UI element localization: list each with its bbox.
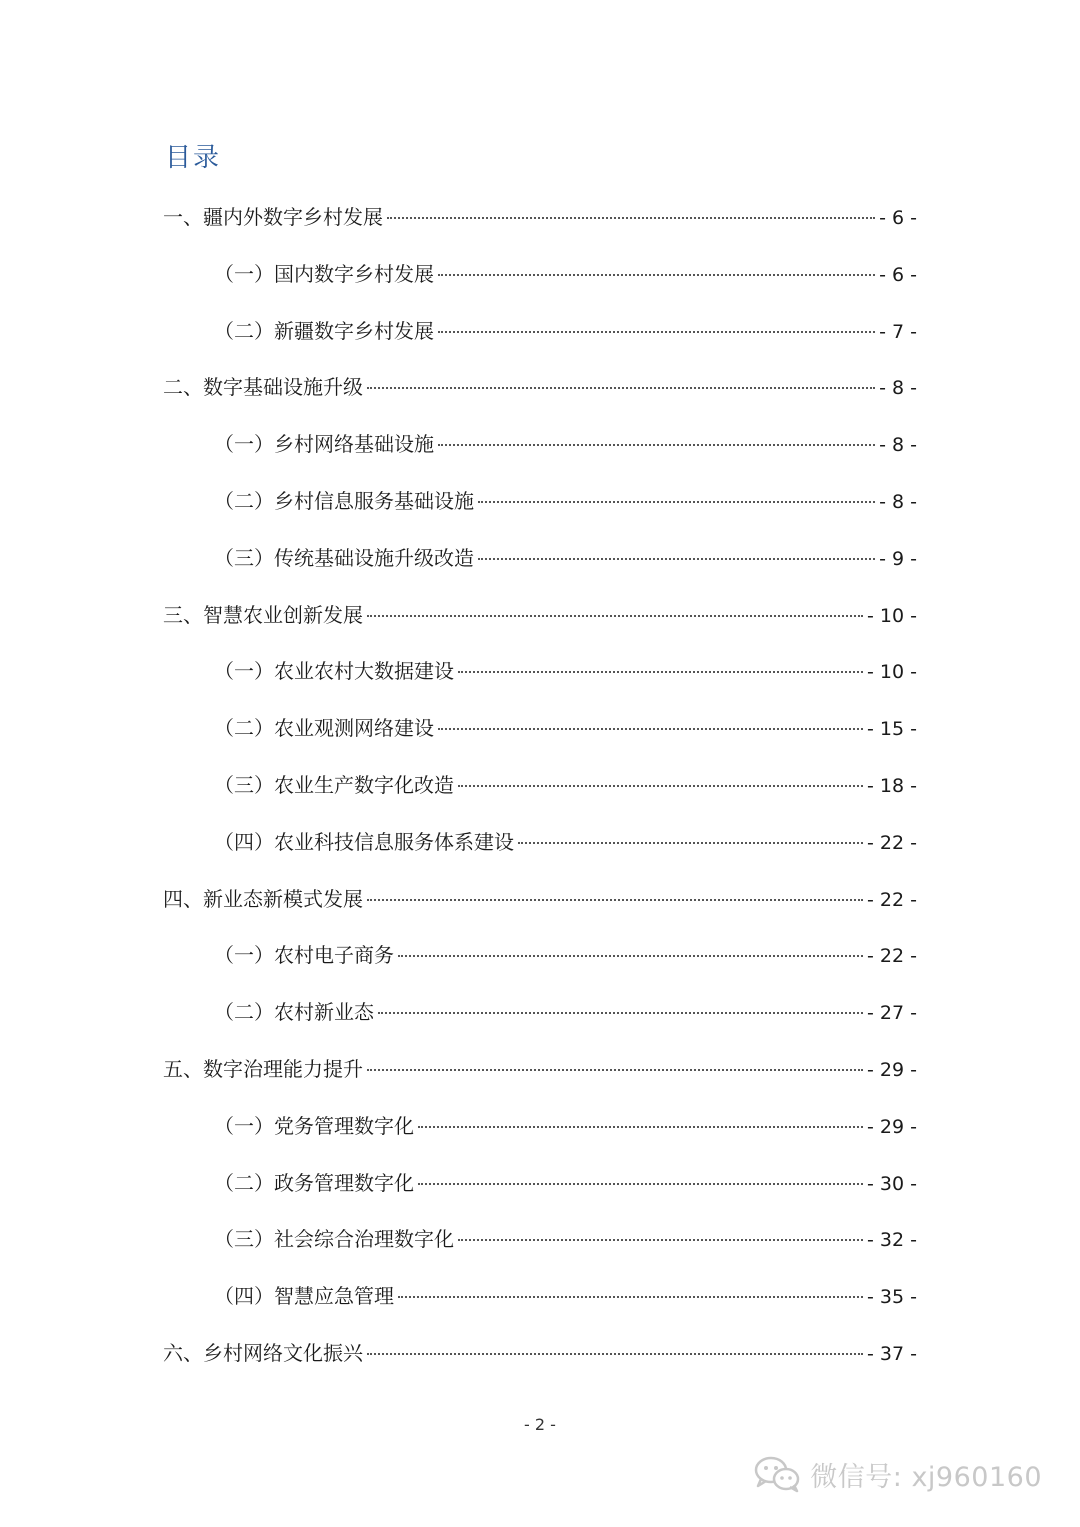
toc-dot-leader — [367, 387, 875, 389]
toc-entry-page: - 32 - — [867, 1229, 917, 1252]
toc-entry[interactable] — [163, 1338, 917, 1368]
toc-entry[interactable] — [214, 656, 917, 686]
toc-entry-title: （一）党务管理数字化 — [214, 1113, 414, 1138]
toc-entry-title: （一）农村电子商务 — [214, 943, 394, 968]
toc-dot-leader — [478, 558, 875, 560]
toc-dot-leader — [367, 1353, 863, 1355]
toc-entry[interactable] — [214, 713, 917, 743]
watermark — [752, 1454, 1042, 1494]
toc-dot-leader — [367, 615, 863, 617]
watermark-text: 微信号: xj960160 — [810, 1461, 1042, 1493]
toc-entry[interactable] — [214, 1168, 917, 1198]
toc-dot-leader — [438, 444, 875, 446]
toc-entry-title: 六、乡村网络文化振兴 — [163, 1341, 363, 1365]
toc-entry[interactable] — [214, 429, 917, 459]
toc-dot-leader — [367, 1069, 863, 1071]
toc-entry[interactable] — [163, 600, 917, 630]
toc-entry[interactable] — [163, 372, 917, 402]
toc-entry-page: - 10 - — [867, 604, 917, 627]
toc-entry[interactable] — [214, 940, 917, 970]
wechat-icon — [752, 1454, 802, 1494]
toc-entry-title: （三）农业生产数字化改造 — [214, 773, 454, 797]
toc-entry-page: - 6 - — [879, 263, 917, 286]
toc-entry[interactable] — [214, 543, 917, 573]
toc-entry-title: （二）农村新业态 — [214, 1000, 374, 1025]
toc-entry[interactable] — [214, 827, 917, 857]
toc-entry-title: （二）新疆数字乡村发展 — [214, 318, 434, 343]
toc-entry[interactable] — [214, 486, 917, 516]
toc-entry-page: - 22 - — [867, 831, 917, 854]
toc-title: 目录 — [165, 143, 222, 173]
toc-dot-leader — [387, 217, 875, 219]
toc-dot-leader — [458, 671, 863, 673]
toc-entry-page: - 29 - — [867, 1115, 917, 1138]
toc-dot-leader — [418, 1126, 863, 1128]
toc-entry[interactable] — [163, 884, 917, 914]
toc-entry[interactable] — [214, 997, 917, 1027]
toc-entry-title: （四）智慧应急管理 — [214, 1284, 394, 1309]
toc-entry-page: - 18 - — [867, 775, 917, 797]
toc-dot-leader — [378, 1012, 863, 1014]
toc-entry-page: - 7 - — [879, 320, 917, 343]
toc-dot-leader — [458, 785, 863, 787]
toc-entry-page: - 37 - — [867, 1343, 917, 1365]
toc-entry-title: （二）乡村信息服务基础设施 — [214, 489, 474, 513]
toc-dot-leader — [518, 842, 863, 844]
toc-entry-page: - 27 - — [867, 1002, 917, 1025]
toc-entry-page: - 8 - — [879, 434, 917, 457]
toc-entry-title: （一）国内数字乡村发展 — [214, 261, 434, 286]
toc-entry-page: - 29 - — [867, 1059, 917, 1081]
toc-entry-page: - 22 - — [867, 945, 917, 968]
toc-dot-leader — [398, 955, 863, 957]
toc-dot-leader — [438, 331, 875, 333]
toc-dot-leader — [418, 1183, 863, 1185]
toc-entry-title: 一、疆内外数字乡村发展 — [163, 205, 383, 229]
toc-entry-title: （一）乡村网络基础设施 — [214, 432, 434, 457]
toc-entry[interactable] — [214, 1224, 917, 1254]
toc-entry[interactable] — [214, 259, 917, 289]
toc-dot-leader — [367, 899, 863, 901]
toc-entry-page: - 10 - — [867, 661, 917, 684]
toc-dot-leader — [398, 1296, 863, 1298]
toc-entry-page: - 6 - — [879, 207, 917, 229]
toc-entry[interactable] — [163, 1054, 917, 1084]
toc-entry[interactable] — [163, 202, 917, 232]
toc-dot-leader — [438, 274, 875, 276]
toc-entry-title: 五、数字治理能力提升 — [163, 1057, 363, 1081]
toc-entry[interactable] — [214, 770, 917, 800]
toc-entry-page: - 22 - — [867, 888, 917, 911]
toc-entry-page: - 30 - — [867, 1172, 917, 1195]
toc-dot-leader — [458, 1239, 863, 1241]
toc-entry-title: 四、新业态新模式发展 — [163, 886, 363, 911]
toc-entry-title: 二、数字基础设施升级 — [163, 375, 363, 400]
toc-entry-title: （三）传统基础设施升级改造 — [214, 545, 474, 570]
toc-entry[interactable] — [214, 1281, 917, 1311]
toc-entry-page: - 8 - — [879, 377, 917, 400]
toc-entry-title: 三、智慧农业创新发展 — [163, 602, 363, 627]
toc-entry-page: - 35 - — [867, 1286, 917, 1309]
toc-entry-title: （一）农业农村大数据建设 — [214, 659, 454, 684]
page-number: - 2 - — [524, 1415, 556, 1434]
toc-entry-page: - 9 - — [879, 547, 917, 570]
toc-entry-title: （二）政务管理数字化 — [214, 1170, 414, 1195]
toc-entry-page: - 8 - — [879, 491, 917, 513]
toc-entry-title: （三）社会综合治理数字化 — [214, 1227, 454, 1252]
toc-entry-title: （四）农业科技信息服务体系建设 — [214, 829, 514, 854]
toc-entry[interactable] — [214, 1111, 917, 1141]
toc-entry-title: （二）农业观测网络建设 — [214, 716, 434, 741]
toc-entry[interactable] — [214, 316, 917, 346]
toc-entry-page: - 15 - — [867, 718, 917, 741]
toc-dot-leader — [438, 728, 863, 730]
toc-dot-leader — [478, 501, 875, 503]
